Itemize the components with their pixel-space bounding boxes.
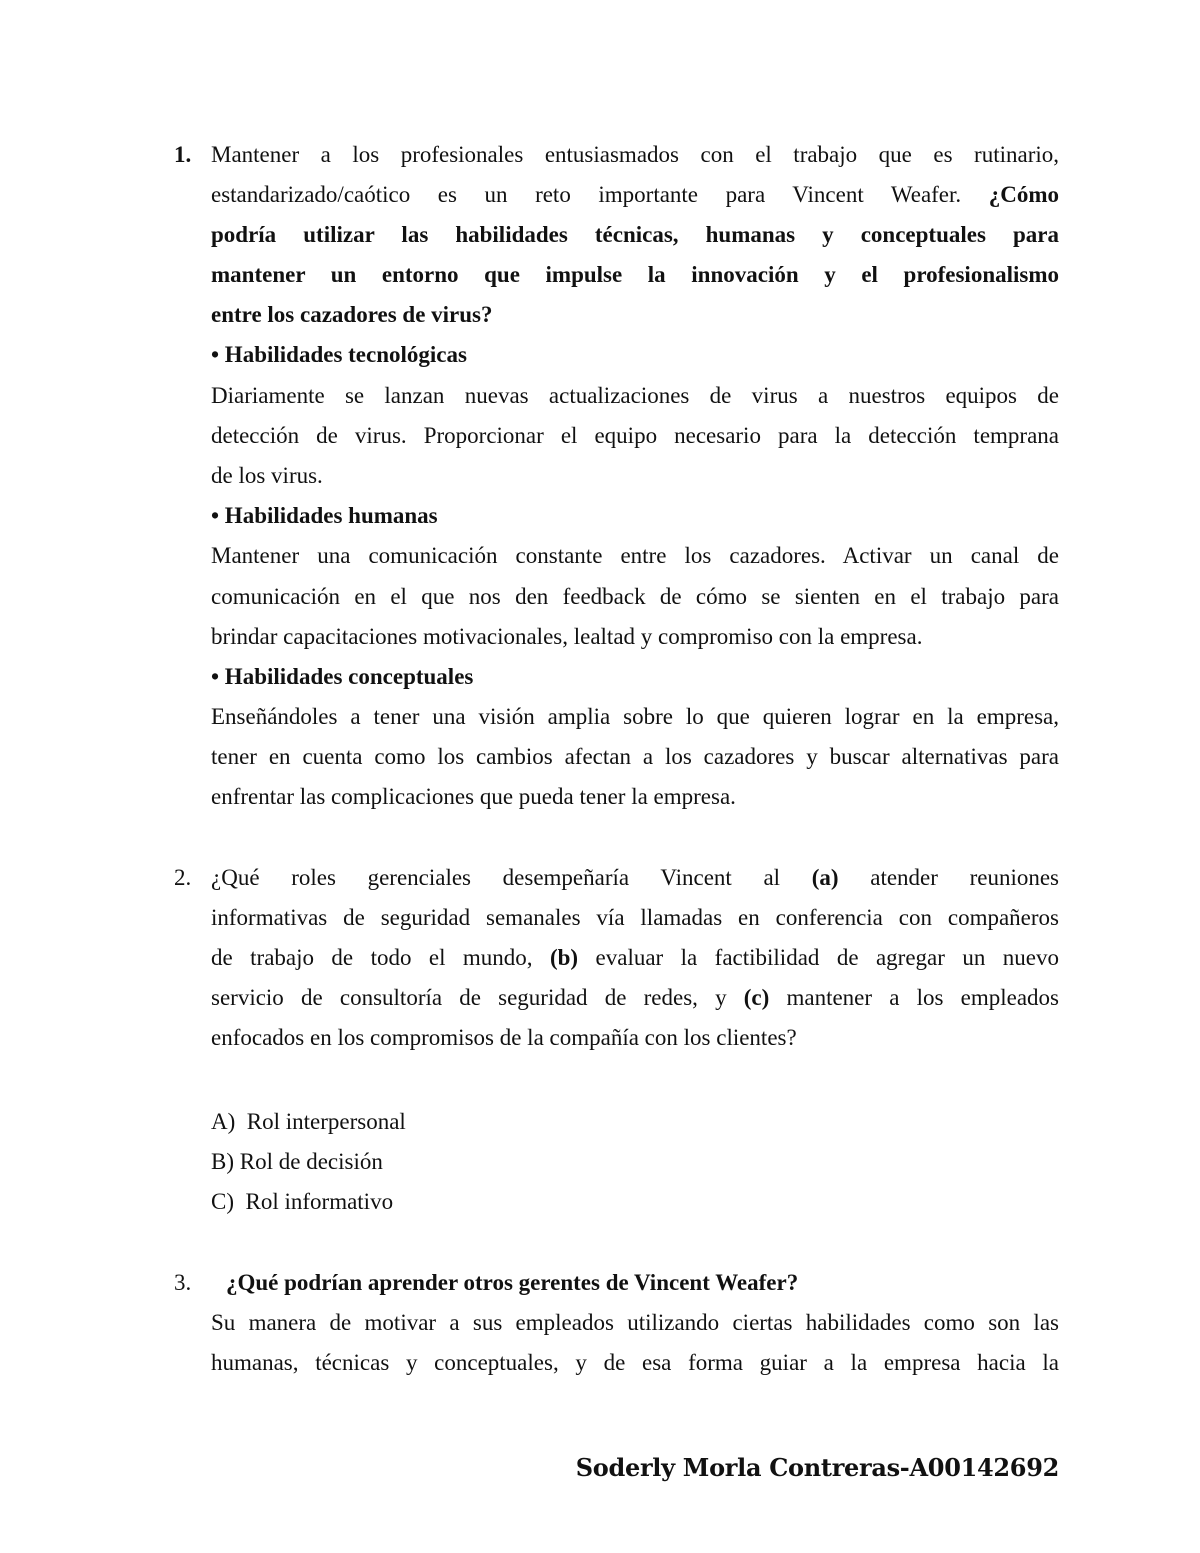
q2-text: servicio de consultoría de seguridad de redes, y [211,985,744,1010]
q2-mark-a: (a) [811,865,839,890]
section-heading-humanas: • Habilidades humanas [211,503,438,528]
q1-number: 1. [174,142,192,167]
q2-line-5: enfocados en los compromisos de la compañía con los clientes? [211,1025,797,1050]
q2-answer-c: C) Rol informativo [211,1189,394,1214]
section-text-line: enfrentar las complicaciones que pueda tener la empresa. [211,784,736,809]
q2-mark-c: (c) [743,985,770,1010]
q1-question-line-4: mantener un entorno que impulse la innovación y el profesionalismo [211,262,1059,287]
q3-text-line: Su manera de motivar a sus empleados utilizando ciertas habilidades como son las [211,1310,1059,1335]
section-text-line: tener en cuenta como los cambios afectan a los cazadores y buscar alternativas para [211,744,1059,769]
q2-text: evaluar la factibilidad de agregar un nuevo [578,945,1059,970]
section-text-line: detección de virus. Proporcionar el equipo necesario para la detección temprana [211,423,1059,448]
author-footer: Soderly Morla Contreras-A00142692 [575,1453,1059,1482]
q1-intro-line-1: Mantener a los profesionales entusiasmados con el trabajo que es rutinario, [211,142,1059,167]
q2-text: ¿Qué roles gerenciales desempeñaría Vincent al [211,865,812,890]
section-heading-tecnologicas: • Habilidades tecnológicas [211,342,467,367]
section-text-line: Enseñándoles a tener una visión amplia sobre lo que quieren lograr en la empresa, [211,704,1059,729]
q2-answer-a: A) Rol interpersonal [211,1109,406,1134]
q2-mark-b: (b) [549,945,579,970]
q2-line-4 [211,978,1059,1018]
q3-question: ¿Qué podrían aprender otros gerentes de Vincent Weafer? [226,1270,799,1295]
q2-answer-b: B) Rol de decisión [211,1149,383,1174]
q1-question-start: ¿Cómo [988,182,1059,207]
q1-question-line-3: podría utilizar las habilidades técnicas, humanas y conceptuales para [211,222,1059,247]
q2-text: atender reuniones [838,865,1059,890]
q3-text-line: humanas, técnicas y conceptuales, y de esa forma guiar a la empresa hacia la [211,1350,1059,1375]
q2-text: mantener a los empleados [769,985,1059,1010]
q1-intro-text: estandarizado/caótico es un reto importante para Vincent Weafer. [211,182,989,207]
section-text-line: comunicación en el que nos den feedback de cómo se sienten en el trabajo para [211,584,1059,609]
q1-question-line-5: entre los cazadores de virus? [211,302,493,327]
q1-intro-line-2 [211,175,1059,215]
q2-line-3 [211,938,1059,978]
section-text-line: de los virus. [211,463,323,488]
q2-line-2: informativas de seguridad semanales vía llamadas en conferencia con compañeros [211,905,1059,930]
section-text-line: Diariamente se lanzan nuevas actualizaciones de virus a nuestros equipos de [211,383,1059,408]
q2-number: 2. [174,865,192,890]
section-text-line: Mantener una comunicación constante entre los cazadores. Activar un canal de [211,543,1059,568]
section-text-line: brindar capacitaciones motivacionales, lealtad y compromiso con la empresa. [211,624,923,649]
section-heading-conceptuales: • Habilidades conceptuales [211,664,474,689]
q3-number: 3. [174,1270,192,1295]
q2-line-1 [211,858,1059,898]
q2-text: de trabajo de todo el mundo, [211,945,550,970]
